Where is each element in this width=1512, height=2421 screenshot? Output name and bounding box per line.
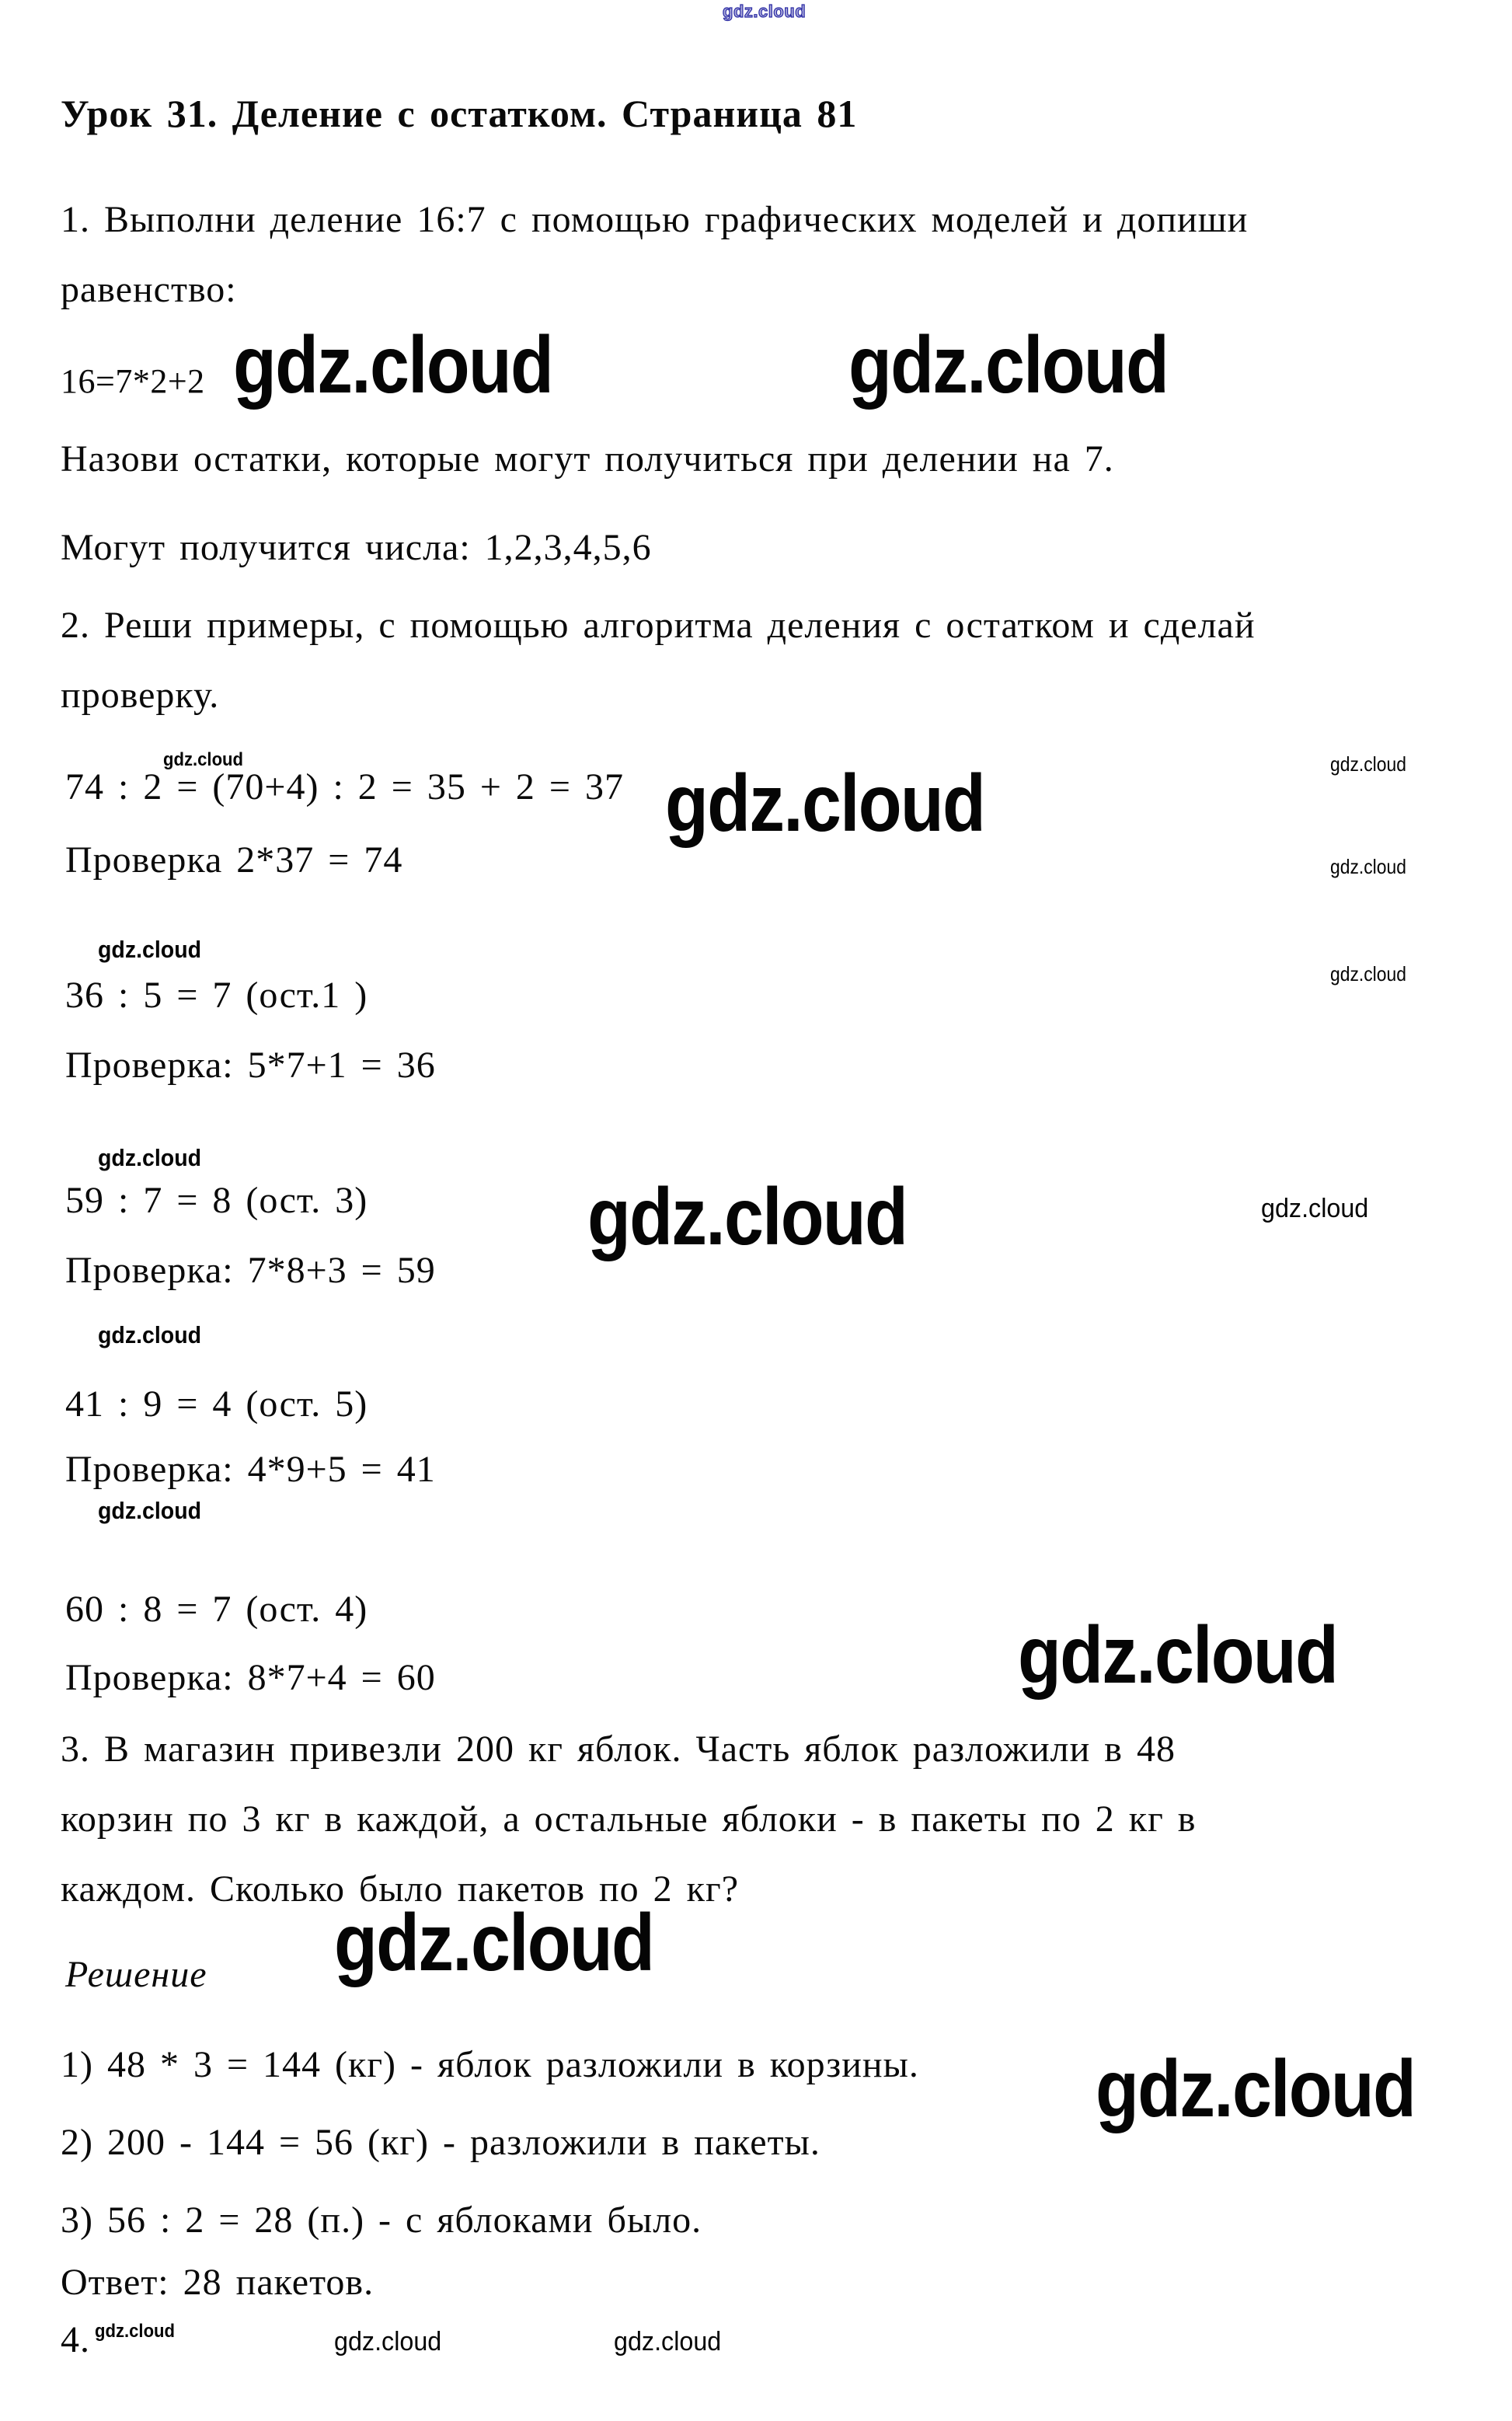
task2-example-2-expression: 36 : 5 = 7 (ост.1 ) [65, 975, 368, 1016]
task2-example-4-check: Проверка: 4*9+5 = 41 [65, 1449, 436, 1490]
watermark-small-right-1: gdz.cloud [1330, 752, 1406, 776]
watermark-large-4: gdz.cloud [587, 1172, 908, 1262]
watermark-small-left-3: gdz.cloud [98, 1321, 202, 1348]
task1-remainders-answer: Могут получится числа: 1,2,3,4,5,6 [61, 527, 652, 568]
task2-example-3-check: Проверка: 7*8+3 = 59 [65, 1250, 436, 1291]
task3-step-1: 1) 48 * 3 = 144 (кг) - яблок разложили в корзины. [61, 2044, 919, 2085]
task2-example-5-check: Проверка: 8*7+4 = 60 [65, 1657, 436, 1698]
watermark-large-6: gdz.cloud [334, 1898, 654, 1988]
task2-example-4-expression: 41 : 9 = 4 (ост. 5) [65, 1383, 368, 1425]
watermark-medium-bottom-2: gdz.cloud [614, 2327, 722, 2356]
task1-line-1: 1. Выполни деление 16:7 с помощью графических моделей и допиши [61, 199, 1249, 240]
watermark-top-blue: gdz.cloud [723, 2, 807, 21]
task4-number: 4. [61, 2319, 90, 2360]
watermark-large-2: gdz.cloud [848, 320, 1169, 410]
task3-step-3: 3) 56 : 2 = 28 (п.) - с яблоками было. [61, 2199, 702, 2241]
task1-equation: 16=7*2+2 [61, 362, 205, 400]
task2-line-1: 2. Реши примеры, с помощью алгоритма деления с остатком и сделай [61, 605, 1256, 646]
task3-line-3: каждом. Сколько было пакетов по 2 кг? [61, 1868, 739, 1910]
task2-example-5-expression: 60 : 8 = 7 (ост. 4) [65, 1589, 368, 1630]
watermark-medium-right-1: gdz.cloud [1261, 1194, 1369, 1223]
watermark-small-left-1: gdz.cloud [98, 936, 202, 963]
task2-line-2: проверку. [61, 675, 220, 716]
watermark-superscript-1: gdz.cloud [163, 749, 244, 770]
watermark-small-left-4: gdz.cloud [98, 1497, 202, 1524]
task3-line-2: корзин по 3 кг в каждой, а остальные яблоки - в пакеты по 2 кг в [61, 1798, 1197, 1840]
task1-remainders-prompt: Назови остатки, которые могут получиться при делении на 7. [61, 438, 1114, 480]
watermark-medium-bottom-1: gdz.cloud [334, 2327, 442, 2356]
watermark-small-right-3: gdz.cloud [1330, 962, 1406, 985]
task2-example-1-check: Проверка 2*37 = 74 [65, 839, 403, 881]
watermark-large-1: gdz.cloud [233, 320, 553, 410]
task3-line-1: 3. В магазин привезли 200 кг яблок. Часть яблок разложили в 48 [61, 1729, 1176, 1770]
task3-step-2: 2) 200 - 144 = 56 (кг) - разложили в пакеты. [61, 2122, 820, 2163]
watermark-large-7: gdz.cloud [1096, 2044, 1416, 2134]
page-title: Урок 31. Деление с остатком. Страница 81 [61, 92, 858, 135]
watermark-large-3: gdz.cloud [665, 759, 985, 849]
task2-example-3-expression: 59 : 7 = 8 (ост. 3) [65, 1180, 368, 1221]
task3-answer: Ответ: 28 пакетов. [61, 2262, 375, 2303]
task2-example-1-expression: 74 : 2 = (70+4) : 2 = 35 + 2 = 37 [65, 766, 624, 808]
watermark-superscript-2: gdz.cloud [95, 2321, 176, 2342]
task2-example-2-check: Проверка: 5*7+1 = 36 [65, 1045, 436, 1086]
task1-line-2: равенство: [61, 269, 237, 310]
watermark-large-5: gdz.cloud [1018, 1610, 1338, 1701]
watermark-small-right-2: gdz.cloud [1330, 855, 1406, 878]
watermark-small-left-2: gdz.cloud [98, 1144, 202, 1171]
solution-label: Решение [65, 1954, 207, 1995]
